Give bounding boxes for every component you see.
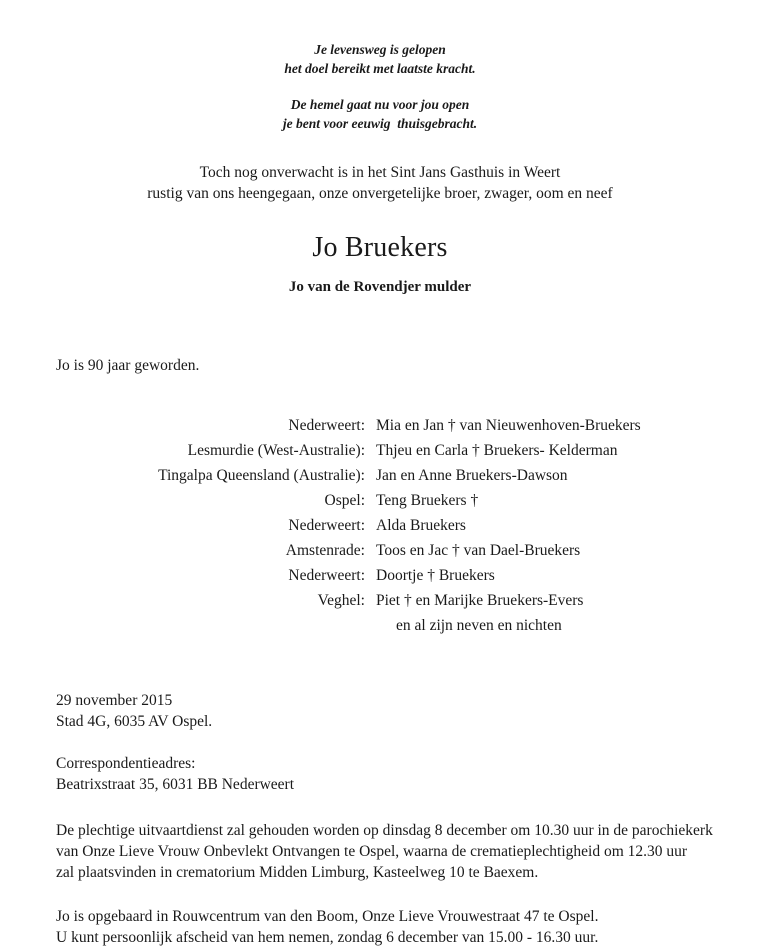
survivor-persons: Teng Bruekers †	[376, 492, 479, 509]
visitation-line: Jo is opgebaard in Rouwcentrum van den Boom, Onze Lieve Vrouwestraat 47 te Ospel.	[56, 908, 599, 925]
service-details-block	[56, 820, 728, 883]
correspondence-label: Correspondentieadres:	[56, 755, 196, 772]
poem-line: Je levensweg is gelopen	[314, 42, 446, 57]
survivor-place: Nederweert:	[288, 517, 365, 534]
poem-line: het doel bereikt met laatste kracht.	[284, 61, 476, 76]
survivor-row	[0, 563, 760, 588]
poem-stanza-1	[0, 40, 760, 78]
correspondence-address: Beatrixstraat 35, 6031 BB Nederweert	[56, 776, 295, 793]
survivor-row	[0, 538, 760, 563]
survivors-closing-row	[0, 613, 760, 638]
survivor-place: Tingalpa Queensland (Australie):	[158, 467, 365, 484]
survivor-place-empty	[0, 613, 365, 638]
survivors-list	[0, 413, 760, 638]
survivor-row	[0, 413, 760, 438]
survivor-place: Ospel:	[324, 492, 365, 509]
service-line: van Onze Lieve Vrouw Onbevlekt Ontvangen te Ospel, waarna de crematieplechtigheid om 12.30 uur	[56, 843, 688, 860]
poem-line: je bent voor eeuwig thuisgebracht.	[282, 116, 478, 131]
survivor-row	[0, 463, 760, 488]
correspondence-block	[56, 753, 760, 795]
survivor-persons: Mia en Jan † van Nieuwenhoven-Bruekers	[376, 417, 641, 434]
poem-line: De hemel gaat nu voor jou open	[290, 97, 470, 112]
survivor-persons: Alda Bruekers	[376, 517, 466, 534]
visitation-block	[56, 906, 728, 948]
date-text: 29 november 2015	[56, 692, 173, 709]
survivor-persons: Doortje † Bruekers	[376, 567, 495, 584]
survivor-persons: Thjeu en Carla † Bruekers- Kelderman	[376, 442, 618, 459]
survivor-place: Nederweert:	[288, 567, 365, 584]
service-line: De plechtige uitvaartdienst zal gehouden worden op dinsdag 8 december om 10.30 uur in de parochiekerk	[56, 822, 713, 839]
survivor-place: Amstenrade:	[285, 542, 365, 559]
service-line: zal plaatsvinden in crematorium Midden Limburg, Kasteelweg 10 te Baexem.	[56, 864, 539, 881]
name-block	[0, 232, 760, 297]
survivor-place: Lesmurdie (West-Australie):	[187, 442, 365, 459]
survivor-place: Nederweert:	[288, 417, 365, 434]
deceased-name: Jo Bruekers	[312, 232, 448, 263]
deceased-nickname: Jo van de Rovendjer mulder	[288, 279, 472, 295]
age-line: Jo is 90 jaar geworden.	[56, 357, 200, 374]
survivor-persons: Piet † en Marijke Bruekers-Evers	[376, 592, 584, 609]
survivor-row	[0, 588, 760, 613]
poem	[0, 0, 760, 133]
date-address-block	[56, 690, 760, 732]
announcement-line: rustig van ons heengegaan, onze onvergetelijke broer, zwager, oom en neef	[147, 185, 613, 202]
poem-stanza-2	[0, 95, 760, 133]
survivor-place: Veghel:	[317, 592, 365, 609]
announcement-text	[0, 162, 760, 204]
survivor-persons: Jan en Anne Bruekers-Dawson	[376, 467, 568, 484]
survivor-row	[0, 438, 760, 463]
announcement-line: Toch nog onverwacht is in het Sint Jans Gasthuis in Weert	[199, 164, 561, 181]
survivors-closing-text: en al zijn neven en nichten	[396, 617, 562, 634]
address-text: Stad 4G, 6035 AV Ospel.	[56, 713, 213, 730]
survivor-row	[0, 488, 760, 513]
visitation-line: U kunt persoonlijk afscheid van hem nemen, zondag 6 december van 15.00 - 16.30 uur.	[56, 929, 599, 946]
survivor-persons: Toos en Jac † van Dael-Bruekers	[376, 542, 581, 559]
survivor-row	[0, 513, 760, 538]
